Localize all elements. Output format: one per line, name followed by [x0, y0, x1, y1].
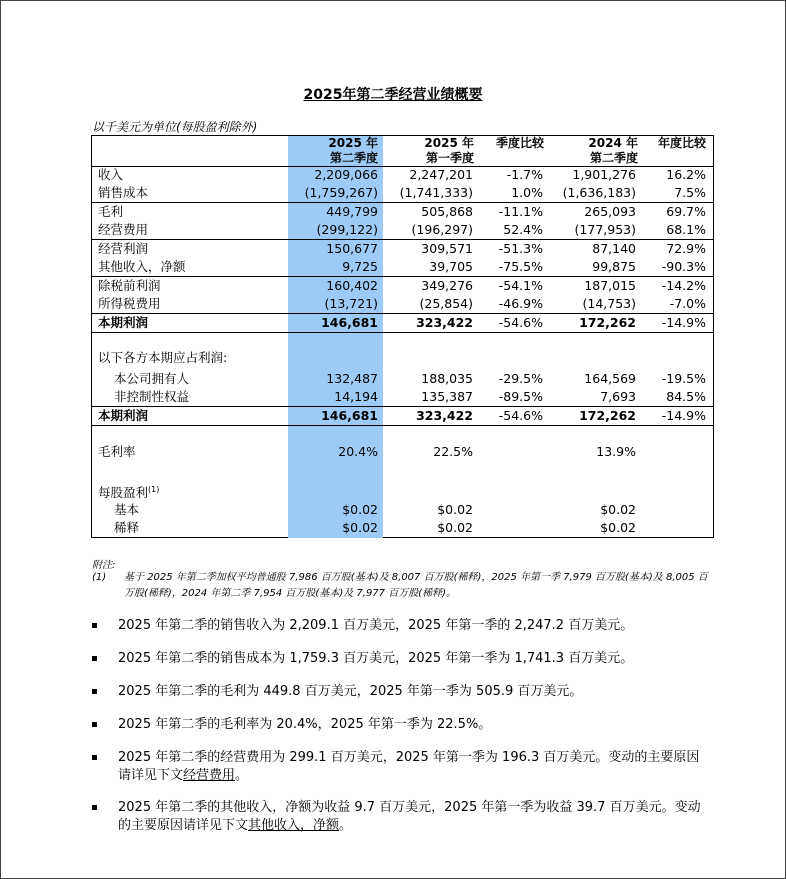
- row-divider: [92, 425, 713, 426]
- results-table: [91, 135, 714, 538]
- table-row: [92, 519, 713, 537]
- table-row: [92, 221, 713, 239]
- cell-q2-2025: 146,681: [321, 408, 378, 423]
- unit-note: 以千美元为单位(每股盈利除外): [92, 120, 258, 134]
- row-label: 本期利润: [98, 408, 149, 423]
- cell-q2-2024: (14,753): [582, 296, 636, 311]
- cell-yoy: 69.7%: [666, 204, 706, 219]
- cell-q2-2025: $0.02: [342, 520, 378, 535]
- cell-q2-2024: $0.02: [600, 520, 636, 535]
- cell-qoq: -89.5%: [498, 389, 543, 404]
- row-divider: [92, 332, 713, 333]
- cell-q2-2024: 187,015: [584, 278, 636, 293]
- cell-qoq: 1.0%: [511, 185, 543, 200]
- cell-q1-2025: 349,276: [421, 278, 473, 293]
- header-q2-2025: [288, 136, 378, 167]
- cell-q2-2025: (299,122): [316, 222, 378, 237]
- table-row: [92, 277, 713, 295]
- cell-q2-2024: 99,875: [592, 259, 636, 274]
- cell-qoq: -54.1%: [498, 278, 543, 293]
- header-qoq: 季度比较: [495, 136, 544, 150]
- row-label: 基本: [114, 502, 140, 517]
- cell-q1-2025: (196,297): [411, 222, 473, 237]
- cell-q2-2025: 150,677: [326, 241, 378, 256]
- table-row: [92, 501, 713, 519]
- cell-q2-2024: 87,140: [592, 241, 636, 256]
- bullet-text: 2025 年第二季的销售成本为 1,759.3 百万美元，2025 年第一季为 1,741.3 百万美元。: [118, 651, 634, 666]
- cell-qoq: -1.7%: [506, 167, 543, 182]
- cell-q1-2025: $0.02: [437, 520, 473, 535]
- cell-qoq: -11.1%: [498, 204, 543, 219]
- row-label: 经营费用: [98, 222, 149, 237]
- table-row: [92, 166, 713, 184]
- cell-yoy: 7.5%: [674, 185, 706, 200]
- bullet-icon: [92, 722, 97, 727]
- row-label: 本期利润: [98, 315, 149, 330]
- page-title: 2025年第二季经营业绩概要: [303, 87, 483, 103]
- cell-q2-2025: 146,681: [321, 315, 378, 330]
- cell-q2-2024: 172,262: [579, 408, 636, 423]
- table-row-total: [92, 407, 713, 425]
- row-label: 稀释: [114, 520, 140, 535]
- bullet-icon: [92, 656, 97, 661]
- header-yoy: 年度比较: [657, 136, 706, 150]
- cell-q1-2025: 135,387: [421, 389, 473, 404]
- bullet-icon: [92, 755, 97, 760]
- footnote-number: (1): [92, 572, 107, 583]
- row-label: 毛利率: [98, 444, 136, 459]
- bullet-text: 2025 年第二季的毛利率为 20.4%，2025 年第一季为 22.5%。: [118, 717, 492, 732]
- eps-label: 每股盈利: [98, 485, 149, 501]
- cell-q2-2025: 20.4%: [338, 444, 378, 459]
- table-row-section: [92, 481, 713, 499]
- bullet-text: 2025 年第二季的毛利为 449.8 百万美元，2025 年第一季为 505.9 百万美元。: [118, 684, 583, 699]
- cell-q2-2024: 7,693: [600, 389, 636, 404]
- bullet-text: 2025 年第二季的销售收入为 2,209.1 百万美元，2025 年第一季的 2,247.2 百万美元。: [118, 618, 634, 633]
- row-label: [98, 481, 159, 502]
- cell-yoy: 72.9%: [666, 241, 706, 256]
- cell-qoq: -54.6%: [498, 408, 543, 423]
- header-line: 2025 年: [424, 136, 474, 150]
- table-row: [92, 370, 713, 388]
- header-line: 2025 年: [328, 136, 378, 150]
- row-label: 非控制性权益: [114, 389, 190, 404]
- footnote-ref: (1): [148, 485, 160, 494]
- cell-qoq: -46.9%: [498, 296, 543, 311]
- cell-qoq: -75.5%: [498, 259, 543, 274]
- bullet-icon: [92, 689, 97, 694]
- header-line: 2024 年: [588, 136, 638, 150]
- header-q2-2024: [566, 136, 638, 167]
- bullet-text-part: 。: [339, 818, 353, 833]
- row-label: 除税前利润: [98, 278, 161, 293]
- cell-q2-2025: 2,209,066: [314, 167, 378, 182]
- cell-yoy: -14.9%: [661, 408, 706, 423]
- row-label: 以下各方本期应占利润:: [98, 350, 228, 365]
- notes-label: 附注:: [92, 560, 116, 571]
- table-row: [92, 240, 713, 258]
- cell-yoy: 68.1%: [666, 222, 706, 237]
- cell-q1-2025: 39,705: [429, 259, 473, 274]
- table-row: [92, 203, 713, 221]
- bullet-text: [118, 799, 710, 835]
- footnote-text: 基于 2025 年第二季加权平均普通股 7,986 百万股(基本)及 8,007 百万股(稀释)，2025 年第一季 7,979 百万股(基本)及 8,005 百万股(稀释)，2024 年第二季 7,954 百万股(基本)及 7,977 百万股(稀释)。: [124, 572, 708, 599]
- cell-yoy: -7.0%: [669, 296, 706, 311]
- cell-q1-2025: 309,571: [421, 241, 473, 256]
- cell-q1-2025: 505,868: [421, 204, 473, 219]
- cell-qoq: 52.4%: [503, 222, 543, 237]
- bullet-text: [118, 749, 710, 785]
- bullet-icon: [92, 805, 97, 810]
- cell-q2-2024: (1,636,183): [562, 185, 636, 200]
- cell-q2-2025: 132,487: [326, 371, 378, 386]
- cell-qoq: -29.5%: [498, 371, 543, 386]
- cell-yoy: -14.2%: [661, 278, 706, 293]
- cell-q2-2024: 1,901,276: [572, 167, 636, 182]
- bullet-text-part: 2025 年第二季的经营费用为 299.1 百万美元，2025 年第一季为 196.3 百万美元。变动的主要原因请详见下文: [118, 750, 700, 783]
- cell-yoy: -14.9%: [661, 315, 706, 330]
- table-row-total: [92, 314, 713, 332]
- table-row-section: [92, 349, 713, 367]
- cell-q2-2025: 14,194: [334, 389, 378, 404]
- cell-q1-2025: 188,035: [421, 371, 473, 386]
- cell-q1-2025: $0.02: [437, 502, 473, 517]
- cell-q2-2024: 172,262: [579, 315, 636, 330]
- cell-q1-2025: (25,854): [419, 296, 473, 311]
- cell-q2-2025: $0.02: [342, 502, 378, 517]
- cell-q2-2025: 160,402: [326, 278, 378, 293]
- cell-q1-2025: 323,422: [416, 408, 473, 423]
- row-label: 销售成本: [98, 185, 149, 200]
- bullet-text-part: 。: [235, 768, 249, 783]
- cell-q2-2025: 9,725: [342, 259, 378, 274]
- table-row: [92, 184, 713, 202]
- cell-yoy: -19.5%: [661, 371, 706, 386]
- cell-yoy: 84.5%: [666, 389, 706, 404]
- cell-q2-2024: $0.02: [600, 502, 636, 517]
- row-label: 其他收入，净额: [98, 259, 186, 274]
- link-other-income[interactable]: 其他收入，净额: [248, 818, 340, 833]
- bullet-icon: [92, 623, 97, 628]
- header-line: 第一季度: [425, 151, 474, 165]
- cell-q2-2024: 13.9%: [596, 444, 636, 459]
- cell-yoy: -90.3%: [661, 259, 706, 274]
- table-row: [92, 295, 713, 313]
- cell-q1-2025: 22.5%: [433, 444, 473, 459]
- cell-q1-2025: (1,741,333): [399, 185, 473, 200]
- row-label: 收入: [98, 167, 124, 182]
- cell-q2-2024: 265,093: [584, 204, 636, 219]
- cell-q2-2024: 164,569: [584, 371, 636, 386]
- header-line: 第二季度: [329, 151, 378, 165]
- cell-qoq: -54.6%: [498, 315, 543, 330]
- row-label: 本公司拥有人: [114, 371, 190, 386]
- table-row: [92, 258, 713, 276]
- header-line: 第二季度: [589, 151, 638, 165]
- header-q1-2025: [388, 136, 474, 167]
- table-row: [92, 388, 713, 406]
- link-operating-expenses[interactable]: 经营费用: [183, 768, 236, 783]
- cell-yoy: 16.2%: [666, 167, 706, 182]
- cell-qoq: -51.3%: [498, 241, 543, 256]
- cell-q2-2025: 449,799: [326, 204, 378, 219]
- row-label: 毛利: [98, 204, 124, 219]
- cell-q1-2025: 323,422: [416, 315, 473, 330]
- row-label: 所得税费用: [98, 296, 161, 311]
- bullet-text-part: 2025 年第二季的其他收入，净额为收益 9.7 百万美元，2025 年第一季为收益 39.7 百万美元。变动的主要原因请详见下文: [118, 800, 701, 833]
- table-row: [92, 443, 713, 461]
- cell-q2-2025: (13,721): [324, 296, 378, 311]
- cell-q2-2024: (177,953): [574, 222, 636, 237]
- cell-q1-2025: 2,247,201: [409, 167, 473, 182]
- cell-q2-2025: (1,759,267): [304, 185, 378, 200]
- row-label: 经营利润: [98, 241, 149, 256]
